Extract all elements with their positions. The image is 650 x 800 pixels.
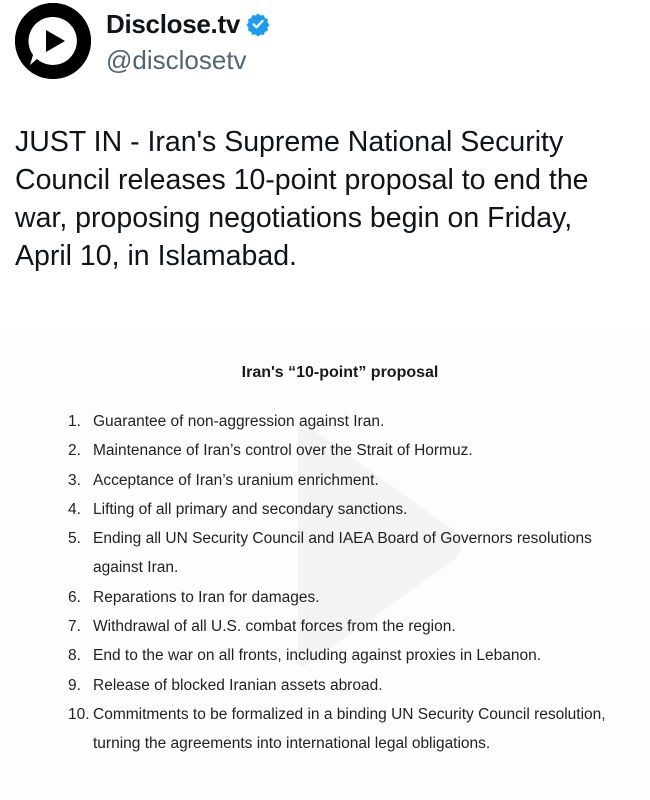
item-number: 5. [68, 530, 81, 548]
post-text: JUST IN - Iran's Supreme National Security Council releases 10-point proposal to end the war, proposing negotiations begin on Friday, April 10, in Islamabad. [15, 126, 589, 272]
item-number: 10. [68, 705, 90, 723]
item-text: Commitments to be formalized in a binding UN Security Council resolution, turning the agreements into international legal obligations. [93, 705, 606, 753]
list-item [68, 466, 628, 495]
name-row [106, 9, 270, 39]
item-number: 9. [68, 676, 81, 694]
item-number: 8. [68, 647, 81, 665]
item-number: 7. [68, 618, 81, 636]
list-item [68, 524, 628, 583]
avatar[interactable] [15, 3, 91, 79]
item-number: 4. [68, 500, 81, 518]
list-item [68, 583, 628, 612]
item-text: Release of blocked Iranian assets abroad. [93, 676, 383, 694]
item-number: 6. [68, 588, 81, 606]
list-item [68, 700, 628, 759]
item-number: 1. [68, 413, 81, 430]
item-text: Ending all UN Security Council and IAEA Board of Governors resolutions against Iran. [93, 530, 592, 577]
item-text: End to the war on all fronts, including against proxies in Lebanon. [93, 647, 542, 665]
list-item [68, 407, 628, 436]
item-text: Guarantee of non-aggression against Iran. [93, 413, 385, 430]
item-text: Acceptance of Iran’s uranium enrichment. [93, 471, 379, 489]
list-item [68, 641, 628, 670]
proposal-list [68, 407, 628, 759]
proposal-title: Iran's “10-point” proposal [241, 364, 439, 381]
list-item [68, 671, 628, 700]
proposal-image[interactable] [0, 330, 650, 800]
verified-badge-icon [246, 12, 270, 36]
item-number: 3. [68, 471, 81, 489]
display-name[interactable]: Disclose.tv [106, 8, 240, 39]
list-item [68, 612, 628, 641]
item-text: Withdrawal of all U.S. combat forces from the region. [93, 618, 456, 636]
play-speech-bubble-logo-icon [15, 3, 91, 79]
list-item [68, 495, 628, 524]
item-text: Maintenance of Iran’s control over the Strait of Hormuz. [93, 442, 473, 460]
user-handle[interactable]: @disclosetv [106, 45, 247, 75]
item-text: Lifting of all primary and secondary sanctions. [93, 500, 408, 518]
post-header [15, 3, 635, 79]
list-item [68, 436, 628, 465]
item-text: Reparations to Iran for damages. [93, 588, 320, 606]
item-number: 2. [68, 442, 81, 460]
